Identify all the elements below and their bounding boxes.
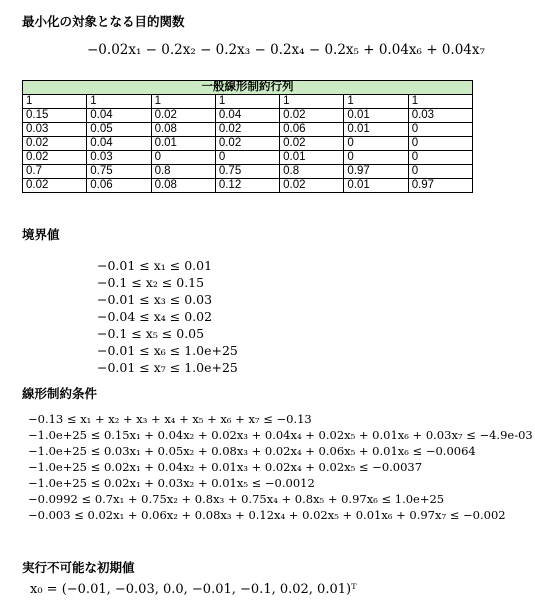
matrix-cell: 0.03 [23, 123, 87, 137]
matrix-cell: 0.08 [151, 123, 215, 137]
matrix-cell: 0.08 [151, 179, 215, 193]
constraints-list [28, 411, 533, 523]
matrix-cell: 1 [408, 95, 472, 109]
bound-line: −0.1 ≤ x₅ ≤ 0.05 [97, 326, 205, 341]
matrix-cell: 0.06 [280, 123, 344, 137]
constraint-line: −1.0e+25 ≤ 0.02x₁ + 0.03x₂ + 0.01x₅ ≤ −0.0012 [28, 476, 315, 490]
constraint-line: −1.0e+25 ≤ 0.03x₁ + 0.05x₂ + 0.08x₃ + 0.02x₄ + 0.06x₅ + 0.01x₆ ≤ −0.0064 [28, 444, 476, 458]
constraint-line: −1.0e+25 ≤ 0.02x₁ + 0.04x₂ + 0.01x₃ + 0.02x₄ + 0.02x₅ ≤ −0.0037 [28, 460, 423, 474]
matrix-body [23, 95, 473, 193]
matrix-cell: 0.02 [215, 123, 279, 137]
matrix-cell: 1 [344, 95, 408, 109]
matrix-cell: 1 [215, 95, 279, 109]
matrix-cell: 0.03 [87, 151, 151, 165]
matrix-cell: 0.05 [87, 123, 151, 137]
objective-expression: −0.02x₁ − 0.2x₂ − 0.2x₃ − 0.2x₄ − 0.2x₅ + 0.04x₆ + 0.04x₇ [87, 42, 485, 58]
bound-line: −0.01 ≤ x₃ ≤ 0.03 [97, 292, 213, 307]
matrix-cell: 1 [280, 95, 344, 109]
matrix-row [23, 109, 473, 123]
matrix-cell: 0.02 [23, 137, 87, 151]
matrix-cell: 0 [344, 137, 408, 151]
matrix-cell: 0.7 [23, 165, 87, 179]
bound-line: −0.01 ≤ x₁ ≤ 0.01 [97, 258, 213, 273]
constraint-line: −0.003 ≤ 0.02x₁ + 0.06x₂ + 0.08x₃ + 0.12x₄ + 0.02x₅ + 0.01x₆ + 0.97x₇ ≤ −0.002 [28, 508, 506, 522]
bound-line: −0.1 ≤ x₂ ≤ 0.15 [97, 275, 205, 290]
matrix-cell: 0.12 [215, 179, 279, 193]
matrix-cell: 0.02 [215, 137, 279, 151]
matrix-cell: 0.01 [344, 109, 408, 123]
bound-line: −0.04 ≤ x₄ ≤ 0.02 [97, 309, 213, 324]
constraint-matrix-table [22, 80, 473, 193]
matrix-row [23, 151, 473, 165]
matrix-cell: 0.03 [408, 109, 472, 123]
objective-heading: 最小化の対象となる目的関数 [22, 14, 185, 29]
matrix-cell: 0.01 [344, 179, 408, 193]
matrix-row [23, 95, 473, 109]
matrix-cell: 0.02 [23, 179, 87, 193]
matrix-row [23, 179, 473, 193]
constraint-line: −0.13 ≤ x₁ + x₂ + x₃ + x₄ + x₅ + x₆ + x₇ ≤ −0.13 [28, 412, 312, 426]
matrix-cell: 0 [408, 151, 472, 165]
matrix-cell: 0 [344, 151, 408, 165]
matrix-cell: 0.15 [23, 109, 87, 123]
matrix-cell: 0.04 [87, 109, 151, 123]
matrix-cell: 1 [151, 95, 215, 109]
matrix-cell: 0.02 [280, 109, 344, 123]
matrix-cell: 1 [23, 95, 87, 109]
initial-expression: x₀ = (−0.01, −0.03, 0.0, −0.01, −0.1, 0.02, 0.01)ᵀ [30, 582, 357, 597]
matrix-cell: 0.02 [151, 109, 215, 123]
matrix-cell: 0.75 [215, 165, 279, 179]
matrix-cell: 0 [408, 137, 472, 151]
constraints-heading: 線形制約条件 [22, 386, 98, 401]
bounds-heading: 境界値 [22, 227, 60, 242]
matrix-cell: 0.06 [87, 179, 151, 193]
matrix-cell: 0 [408, 165, 472, 179]
constraint-line: −1.0e+25 ≤ 0.15x₁ + 0.04x₂ + 0.02x₃ + 0.04x₄ + 0.02x₅ + 0.01x₆ + 0.03x₇ ≤ −4.9e-03 [28, 428, 533, 442]
matrix-row [23, 165, 473, 179]
matrix-cell: 0.8 [151, 165, 215, 179]
matrix-cell: 1 [87, 95, 151, 109]
matrix-cell: 0.75 [87, 165, 151, 179]
bounds-list [97, 257, 238, 376]
matrix-cell: 0.04 [87, 137, 151, 151]
matrix-cell: 0.97 [408, 179, 472, 193]
matrix-row [23, 137, 473, 151]
matrix-cell: 0.8 [280, 165, 344, 179]
initial-heading: 実行不可能な初期値 [22, 560, 135, 575]
matrix-cell: 0.01 [280, 151, 344, 165]
matrix-cell: 0 [215, 151, 279, 165]
matrix-row [23, 123, 473, 137]
matrix-caption: 一般線形制約行列 [23, 81, 473, 95]
matrix-cell: 0.02 [23, 151, 87, 165]
matrix-cell: 0.02 [280, 179, 344, 193]
matrix-cell: 0.97 [344, 165, 408, 179]
matrix-cell: 0 [408, 123, 472, 137]
constraint-line: −0.0992 ≤ 0.7x₁ + 0.75x₂ + 0.8x₃ + 0.75x₄ + 0.8x₅ + 0.97x₆ ≤ 1.0e+25 [28, 492, 445, 506]
matrix-cell: 0.02 [280, 137, 344, 151]
matrix-cell: 0 [151, 151, 215, 165]
bound-line: −0.01 ≤ x₇ ≤ 1.0e+25 [97, 360, 238, 375]
bound-line: −0.01 ≤ x₆ ≤ 1.0e+25 [97, 343, 238, 358]
matrix-cell: 0.01 [151, 137, 215, 151]
matrix-cell: 0.04 [215, 109, 279, 123]
matrix-cell: 0.01 [344, 123, 408, 137]
